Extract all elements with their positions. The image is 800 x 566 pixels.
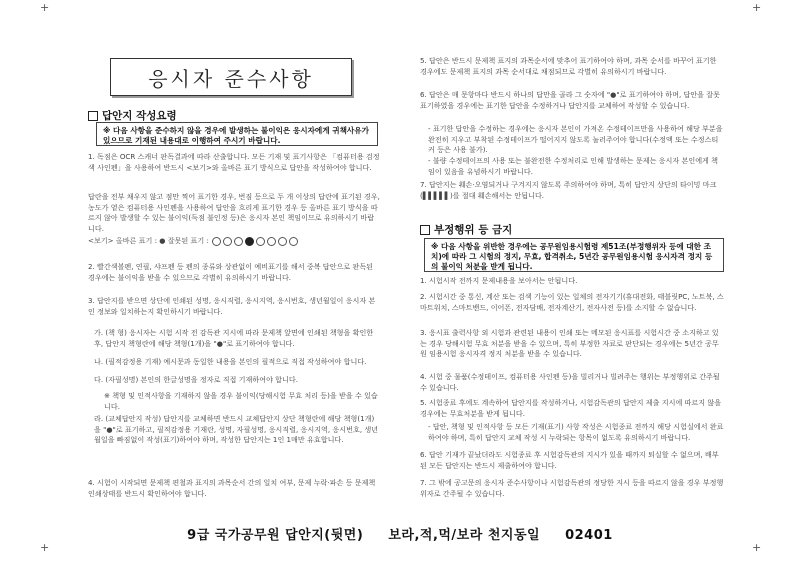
registration-mark: +: [752, 541, 762, 554]
instruction-subitem: 다. (자필성명) 본인의 한글성명을 정자로 직접 기재하여야 합니다.: [94, 375, 298, 384]
instruction-subitem: 라. (교체답안지 작성) 답안지를 교체하면 반드시 교체답안지 상단 책형란에 해당 책형(1개)을 "●"로 표기하고, 필적감정용 기재란, 성명, 자필성명, 응시직렬, 응시지역, 응시번호, 생년월일을 빠짐없이 작성(표기)하여야 하며, 작성한 답안지는 1인 1매만 유효합니다.: [94, 414, 379, 445]
registration-mark: +: [40, 541, 50, 554]
instruction-item: 6. 답안은 매 문항마다 반드시 하나의 답만을 골라 그 숫자에 "●"로 표기하여야 하며, 답안을 잘못 표기하였을 경우에는 표기한 답안을 수정하거나 답안지를 교체하여 작성할 수 있습니다.: [420, 90, 720, 110]
instruction-subitem: - 표기한 답안을 수정하는 경우에는 응시자 본인이 가져온 수정테이프만을 사용하여 해당 부분을 완전히 지우고 부착된 수정테이프가 떨어지지 않도록 눌러주어야 합니다(수정액 또는 수정스티커 등은 사용 불가).: [428, 124, 723, 155]
instruction-item: 5. 시험종료 후에도 계속하여 답안지를 작성하거나, 시험감독관의 답안지 제출 지시에 따르지 않을 경우에는 무효처분을 받게 됩니다.: [420, 398, 722, 418]
instruction-item: 4. 시험 중 물품(수정테이프, 컴퓨터용 사인펜 등)을 빌리거나 빌려주는 행위는 부정행위로 간주될 수 있습니다.: [420, 372, 720, 392]
wrong-mark-icon: [267, 237, 276, 246]
wrong-mark-icon: [245, 237, 254, 246]
instruction-item: 1. 시험시작 전까지 문제내용을 보아서는 안됩니다.: [420, 276, 578, 285]
instruction-item: 3. 답안지를 받으면 상단에 인쇄된 성명, 응시직렬, 응시지역, 응시번호, 생년월일이 응시자 본인 정보와 일치하는지 확인하시기 바랍니다.: [88, 296, 376, 316]
wrong-mark-icon: [223, 237, 232, 246]
footer: [0, 524, 800, 543]
footer-code: 02401: [565, 528, 613, 543]
wrong-mark-icon: [289, 237, 298, 246]
footer-colors: 보라,적,먹/보라 천지동일: [388, 528, 541, 543]
page-title: 응시자 준수사항: [110, 58, 352, 96]
instruction-subitem: 가. (책 형) 응시자는 시험 시작 전 감독관 지시에 따라 문제책 앞면에 인쇄된 책형을 확인한 후, 답안지 책형란에 해당 책형(1개)을 "●"로 표기하여야 합니다.: [94, 328, 374, 348]
instruction-item: 6. 답안 기재가 끝났더라도 시험종료 후 시험감독관의 지시가 있을 때까지 퇴실할 수 없으며, 배부된 모든 답안지는 반드시 제출하여야 합니다.: [420, 450, 719, 470]
instruction-item: 3. 응시표 출력사항 외 시험과 관련된 내용이 인쇄 또는 메모된 응시표를 시험시간 중 소지하고 있는 경우 당해시험 무효 처분을 받을 수 있으며, 특히 부정한 자료로 판단되는 경우에는 5년간 공무원 임용시험 응시자격 정지 처분을 받을 수 있습니다.: [420, 328, 719, 359]
notice-box: ※ 다음 사항을 위반한 경우에는 공무원임용시험령 제51조(부정행위자 등에 대한 조치)에 따라 그 시험의 정지, 무효, 합격취소, 5년간 공무원임용시험 응시자격 정지 등의 불이익 처분을 받게 됩니다.: [424, 238, 724, 272]
instruction-subitem: - 답안, 책형 및 인적사항 등 모든 기재(표기) 사항 작성은 시험종료 전까지 해당 시험실에서 완료하여야 하며, 특히 답안지 교체 작성 시 누락되는 항목이 없도록 유의하시기 바랍니다.: [428, 422, 724, 442]
instruction-item: 답란을 전부 채우지 않고 점만 찍어 표기한 경우, 번짐 등으로 두 개 이상의 답란에 표기된 경우, 농도가 옅은 컴퓨터용 사인펜을 사용하여 답안을 흐리게 표기한 경우 등 올바른 표기 방식을 따르지 않아 발생할 수 있는 불이익(득점 불인정 등)은 응시자 본인 책임이므로 유의하시기 바랍니다.: [88, 192, 380, 233]
wrong-mark-icon: [234, 237, 243, 246]
example-line: [88, 236, 380, 247]
instruction-subitem: 나. (필적감정용 기재) 예시문과 동일한 내용을 본인의 필적으로 직접 작성하여야 합니다.: [94, 357, 367, 366]
instruction-note: ※ 책형 및 인적사항을 기재하지 않을 경우 불이익(당해시험 무효 처리 등)을 받을 수 있습니다.: [104, 391, 378, 411]
wrong-marks: [211, 236, 299, 245]
wrong-mark-icon: [256, 237, 265, 246]
instruction-item: 7. 그 밖에 공고문의 응시자 준수사항이나 시험감독관의 정당한 지시 등을 따르지 않을 경우 부정행위자로 간주될 수 있습니다.: [420, 478, 724, 498]
instruction-item: 2. 빨간색볼펜, 연필, 샤프펜 등 펜의 종류와 상관없이 예비표기를 해서 중복 답안으로 판독된 경우에는 불이익을 받을 수 있으므로 각별히 유의하시기 바랍니다.: [88, 262, 374, 282]
registration-mark: +: [752, 1, 762, 14]
instruction-item: 7. 답안지는 훼손·오염되거나 구겨지지 않도록 주의하여야 하며, 특히 답안지 상단의 타이밍 마크(▌▌▌▌▌)를 절대 훼손해서는 안됩니다.: [420, 180, 717, 200]
section-heading-label: 부정행위 등 금지: [434, 224, 513, 236]
instruction-item: 2. 시험시간 중 통신, 계산 또는 검색 기능이 있는 일체의 전자기기(휴대전화, 태블릿PC, 노트북, 스마트워치, 스마트밴드, 이어폰, 전자담배, 전자계산기, 전자사전 등)를 소지할 수 없습니다.: [420, 292, 724, 312]
instruction-item: 4. 시험이 시작되면 문제책 편철과 표지의 과목순서 간의 일치 여부, 문제 누락·파손 등 문제책 인쇄상태를 반드시 확인하여야 합니다.: [88, 478, 376, 498]
square-bullet-icon: [88, 111, 98, 121]
section-heading-prohibited: [420, 222, 512, 237]
example-label: <보기> 올바른 표기 : ● 잘못된 표기 :: [88, 236, 209, 245]
square-bullet-icon: [420, 225, 430, 235]
registration-mark: +: [40, 1, 50, 14]
section-heading-answer-guide: [88, 108, 177, 123]
instruction-item: 5. 답안은 반드시 문제책 표지의 과목순서에 맞추어 표기하여야 하며, 과목 순서를 바꾸어 표기한 경우에도 문제책 표지의 과목 순서대로 채점되므로 각별히 유의하시기 바랍니다.: [420, 56, 717, 76]
wrong-mark-icon: [212, 237, 221, 246]
instruction-subitem: - 불량 수정테이프의 사용 또는 불완전한 수정처리로 인해 발생하는 문제는 응시자 본인에게 책임이 있음을 유념하시기 바랍니다.: [428, 156, 719, 176]
footer-grade: 9급 국가공무원 답안지(뒷면): [187, 528, 364, 543]
wrong-mark-icon: [278, 237, 287, 246]
instruction-item: 1. 독점은 OCR 스캐너 판독결과에 따라 산출합니다. 모든 기재 및 표기사항은 「컴퓨터용 검정색 사인펜」을 사용하여 반드시 <보기>와 올바른 표기 방식으로 답안을 작성하여야 합니다.: [88, 152, 380, 172]
section-heading-label: 답안지 작성요령: [102, 110, 177, 122]
notice-box: ※ 다음 사항을 준수하지 않을 경우에 발생하는 불이익은 응시자에게 귀책사유가 있으므로 기재된 내용대로 이행하여 주시기 바랍니다.: [96, 122, 378, 146]
